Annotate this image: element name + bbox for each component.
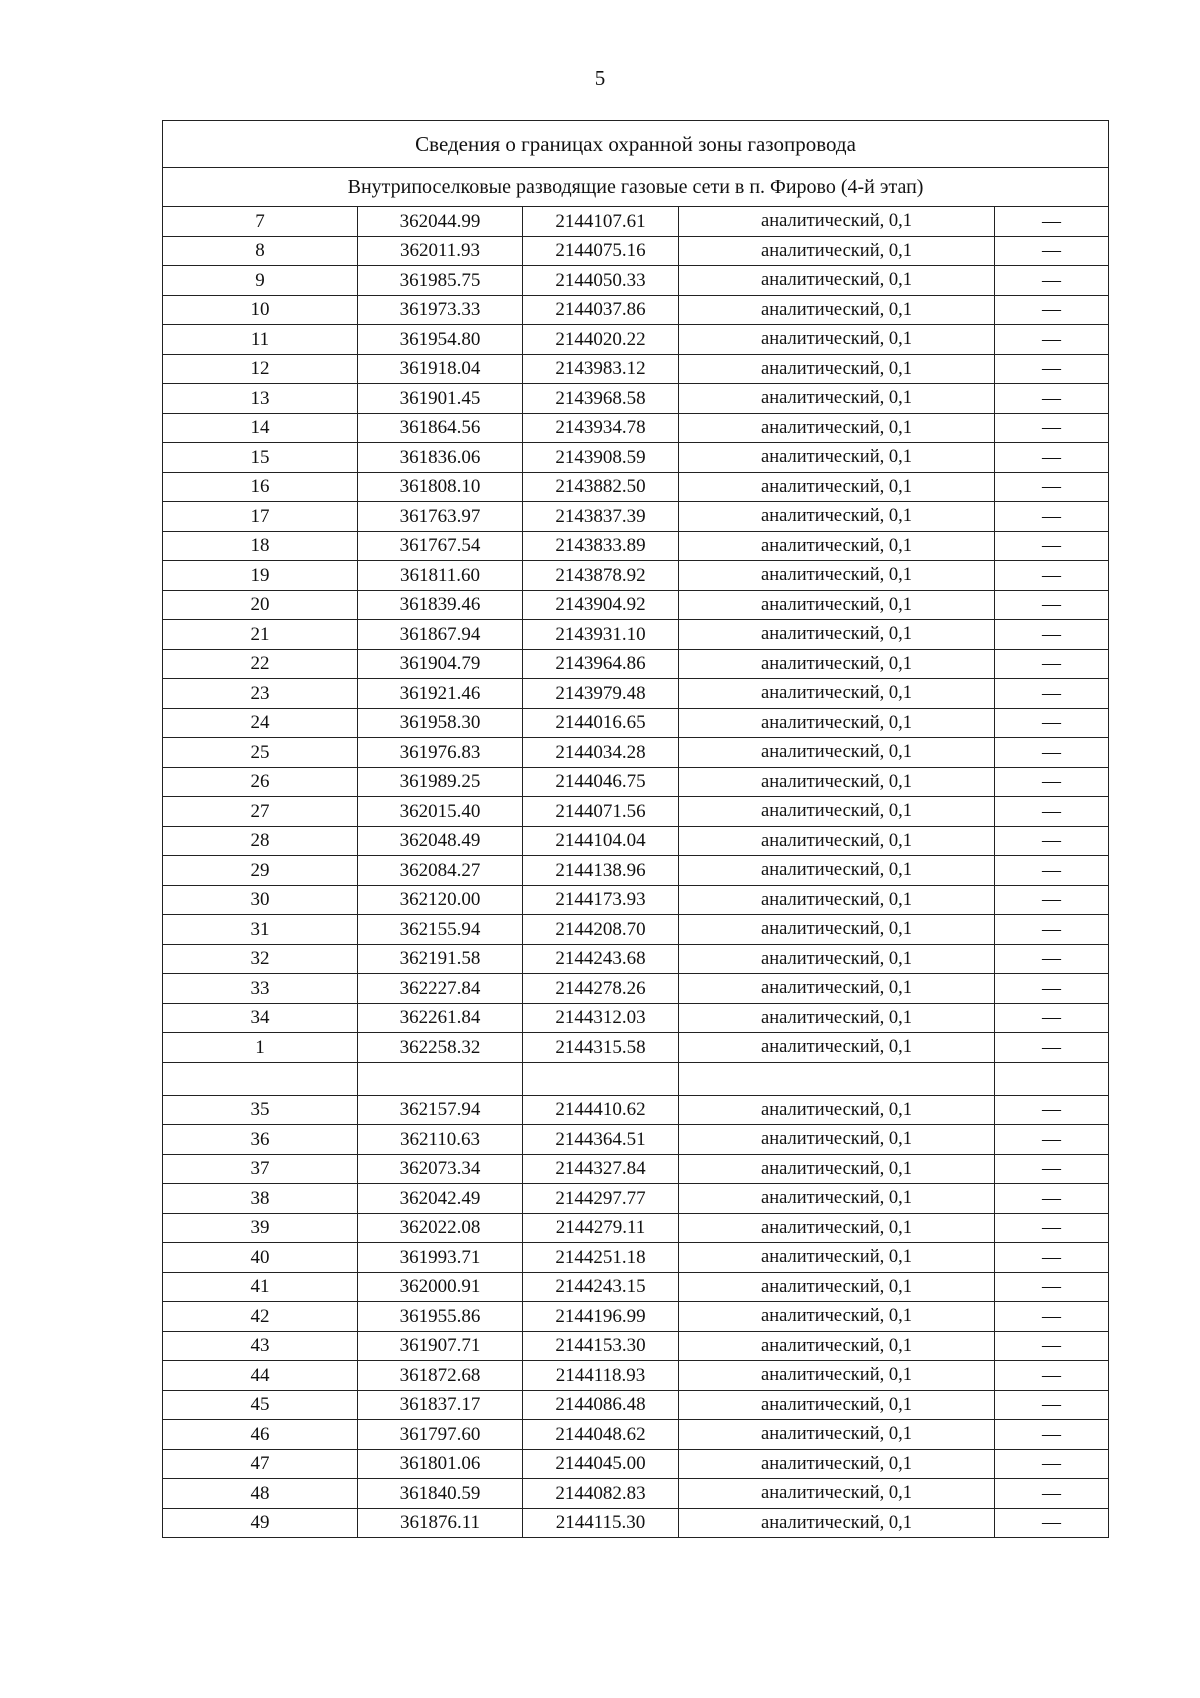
point-number-cell: 42 [163, 1302, 358, 1332]
description-cell: — [995, 649, 1109, 679]
table-row [163, 502, 1109, 532]
point-number-cell: 45 [163, 1390, 358, 1420]
table-separator-row [163, 1062, 1109, 1095]
table-row [163, 1095, 1109, 1125]
description-cell: — [995, 974, 1109, 1004]
y-coordinate-cell: 2144071.56 [523, 797, 679, 827]
x-coordinate-cell: 361901.45 [358, 384, 523, 414]
table-row [163, 531, 1109, 561]
method-accuracy-cell: аналитический, 0,1 [679, 266, 995, 296]
y-coordinate-cell: 2143908.59 [523, 443, 679, 473]
description-cell: — [995, 207, 1109, 237]
y-coordinate-cell: 2143983.12 [523, 354, 679, 384]
empty-cell [995, 1062, 1109, 1095]
x-coordinate-cell: 361763.97 [358, 502, 523, 532]
x-coordinate-cell: 362044.99 [358, 207, 523, 237]
table-row [163, 295, 1109, 325]
table-row [163, 325, 1109, 355]
method-accuracy-cell: аналитический, 0,1 [679, 295, 995, 325]
table-subtitle-row [163, 168, 1109, 207]
empty-cell [163, 1062, 358, 1095]
x-coordinate-cell: 361958.30 [358, 708, 523, 738]
description-cell: — [995, 472, 1109, 502]
table-row [163, 590, 1109, 620]
method-accuracy-cell: аналитический, 0,1 [679, 590, 995, 620]
y-coordinate-cell: 2143968.58 [523, 384, 679, 414]
description-cell: — [995, 1095, 1109, 1125]
x-coordinate-cell: 362000.91 [358, 1272, 523, 1302]
point-number-cell: 22 [163, 649, 358, 679]
method-accuracy-cell: аналитический, 0,1 [679, 767, 995, 797]
description-cell: — [995, 413, 1109, 443]
method-accuracy-cell: аналитический, 0,1 [679, 1184, 995, 1214]
point-number-cell: 41 [163, 1272, 358, 1302]
method-accuracy-cell: аналитический, 0,1 [679, 885, 995, 915]
table-row [163, 738, 1109, 768]
description-cell: — [995, 915, 1109, 945]
point-number-cell: 9 [163, 266, 358, 296]
description-cell: — [995, 384, 1109, 414]
y-coordinate-cell: 2144075.16 [523, 236, 679, 266]
method-accuracy-cell: аналитический, 0,1 [679, 708, 995, 738]
table-row [163, 266, 1109, 296]
x-coordinate-cell: 361918.04 [358, 354, 523, 384]
y-coordinate-cell: 2143878.92 [523, 561, 679, 591]
table-row [163, 1390, 1109, 1420]
description-cell: — [995, 1033, 1109, 1063]
x-coordinate-cell: 362157.94 [358, 1095, 523, 1125]
page-number: 5 [594, 66, 606, 90]
y-coordinate-cell: 2143837.39 [523, 502, 679, 532]
x-coordinate-cell: 362261.84 [358, 1003, 523, 1033]
y-coordinate-cell: 2144104.04 [523, 826, 679, 856]
method-accuracy-cell: аналитический, 0,1 [679, 561, 995, 591]
empty-cell [358, 1062, 523, 1095]
point-number-cell: 18 [163, 531, 358, 561]
y-coordinate-cell: 2144086.48 [523, 1390, 679, 1420]
table-row [163, 472, 1109, 502]
description-cell: — [995, 1449, 1109, 1479]
point-number-cell: 7 [163, 207, 358, 237]
table-row [163, 1184, 1109, 1214]
table-row [163, 915, 1109, 945]
description-cell: — [995, 679, 1109, 709]
point-number-cell: 29 [163, 856, 358, 886]
point-number-cell: 46 [163, 1420, 358, 1450]
method-accuracy-cell: аналитический, 0,1 [679, 472, 995, 502]
table-row [163, 1243, 1109, 1273]
point-number-cell: 34 [163, 1003, 358, 1033]
x-coordinate-cell: 361837.17 [358, 1390, 523, 1420]
y-coordinate-cell: 2144173.93 [523, 885, 679, 915]
method-accuracy-cell: аналитический, 0,1 [679, 620, 995, 650]
y-coordinate-cell: 2144050.33 [523, 266, 679, 296]
x-coordinate-cell: 361989.25 [358, 767, 523, 797]
method-accuracy-cell: аналитический, 0,1 [679, 738, 995, 768]
y-coordinate-cell: 2144020.22 [523, 325, 679, 355]
point-number-cell: 28 [163, 826, 358, 856]
description-cell: — [995, 1184, 1109, 1214]
point-number-cell: 32 [163, 944, 358, 974]
point-number-cell: 27 [163, 797, 358, 827]
point-number-cell: 19 [163, 561, 358, 591]
table-row [163, 649, 1109, 679]
y-coordinate-cell: 2144278.26 [523, 974, 679, 1004]
y-coordinate-cell: 2144016.65 [523, 708, 679, 738]
method-accuracy-cell: аналитический, 0,1 [679, 1003, 995, 1033]
method-accuracy-cell: аналитический, 0,1 [679, 1331, 995, 1361]
method-accuracy-cell: аналитический, 0,1 [679, 944, 995, 974]
description-cell: — [995, 1243, 1109, 1273]
method-accuracy-cell: аналитический, 0,1 [679, 1302, 995, 1332]
description-cell: — [995, 1302, 1109, 1332]
description-cell: — [995, 1390, 1109, 1420]
method-accuracy-cell: аналитический, 0,1 [679, 1213, 995, 1243]
table-row [163, 944, 1109, 974]
x-coordinate-cell: 361993.71 [358, 1243, 523, 1273]
method-accuracy-cell: аналитический, 0,1 [679, 1033, 995, 1063]
y-coordinate-cell: 2143931.10 [523, 620, 679, 650]
y-coordinate-cell: 2143904.92 [523, 590, 679, 620]
description-cell: — [995, 502, 1109, 532]
x-coordinate-cell: 361985.75 [358, 266, 523, 296]
table-title-row [163, 121, 1109, 168]
y-coordinate-cell: 2144410.62 [523, 1095, 679, 1125]
description-cell: — [995, 708, 1109, 738]
y-coordinate-cell: 2144208.70 [523, 915, 679, 945]
x-coordinate-cell: 361921.46 [358, 679, 523, 709]
description-cell: — [995, 561, 1109, 591]
method-accuracy-cell: аналитический, 0,1 [679, 384, 995, 414]
table-row [163, 885, 1109, 915]
method-accuracy-cell: аналитический, 0,1 [679, 1479, 995, 1509]
point-number-cell: 43 [163, 1331, 358, 1361]
table-row [163, 1154, 1109, 1184]
table-row [163, 708, 1109, 738]
x-coordinate-cell: 362227.84 [358, 974, 523, 1004]
point-number-cell: 49 [163, 1508, 358, 1538]
y-coordinate-cell: 2144315.58 [523, 1033, 679, 1063]
y-coordinate-cell: 2144048.62 [523, 1420, 679, 1450]
table-row [163, 1213, 1109, 1243]
method-accuracy-cell: аналитический, 0,1 [679, 1125, 995, 1155]
table-row [163, 236, 1109, 266]
y-coordinate-cell: 2143882.50 [523, 472, 679, 502]
y-coordinate-cell: 2144045.00 [523, 1449, 679, 1479]
x-coordinate-cell: 361840.59 [358, 1479, 523, 1509]
method-accuracy-cell: аналитический, 0,1 [679, 649, 995, 679]
point-number-cell: 35 [163, 1095, 358, 1125]
description-cell: — [995, 1508, 1109, 1538]
point-number-cell: 40 [163, 1243, 358, 1273]
point-number-cell: 21 [163, 620, 358, 650]
y-coordinate-cell: 2144279.11 [523, 1213, 679, 1243]
table-row [163, 1479, 1109, 1509]
y-coordinate-cell: 2144046.75 [523, 767, 679, 797]
method-accuracy-cell: аналитический, 0,1 [679, 1243, 995, 1273]
method-accuracy-cell: аналитический, 0,1 [679, 443, 995, 473]
description-cell: — [995, 1154, 1109, 1184]
x-coordinate-cell: 361955.86 [358, 1302, 523, 1332]
description-cell: — [995, 443, 1109, 473]
table-row [163, 1449, 1109, 1479]
x-coordinate-cell: 361801.06 [358, 1449, 523, 1479]
point-number-cell: 25 [163, 738, 358, 768]
method-accuracy-cell: аналитический, 0,1 [679, 1361, 995, 1391]
y-coordinate-cell: 2143934.78 [523, 413, 679, 443]
description-cell: — [995, 885, 1109, 915]
point-number-cell: 1 [163, 1033, 358, 1063]
y-coordinate-cell: 2144251.18 [523, 1243, 679, 1273]
point-number-cell: 39 [163, 1213, 358, 1243]
y-coordinate-cell: 2144082.83 [523, 1479, 679, 1509]
x-coordinate-cell: 362084.27 [358, 856, 523, 886]
method-accuracy-cell: аналитический, 0,1 [679, 502, 995, 532]
table-row [163, 767, 1109, 797]
method-accuracy-cell: аналитический, 0,1 [679, 354, 995, 384]
table-row [163, 974, 1109, 1004]
x-coordinate-cell: 361811.60 [358, 561, 523, 591]
table-row [163, 413, 1109, 443]
table-subtitle: Внутрипоселковые разводящие газовые сети в п. Фирово (4-й этап) [163, 168, 1109, 207]
method-accuracy-cell: аналитический, 0,1 [679, 236, 995, 266]
description-cell: — [995, 1331, 1109, 1361]
y-coordinate-cell: 2144118.93 [523, 1361, 679, 1391]
y-coordinate-cell: 2143833.89 [523, 531, 679, 561]
y-coordinate-cell: 2143979.48 [523, 679, 679, 709]
x-coordinate-cell: 362191.58 [358, 944, 523, 974]
description-cell: — [995, 325, 1109, 355]
point-number-cell: 33 [163, 974, 358, 1004]
x-coordinate-cell: 362015.40 [358, 797, 523, 827]
x-coordinate-cell: 361767.54 [358, 531, 523, 561]
x-coordinate-cell: 362042.49 [358, 1184, 523, 1214]
method-accuracy-cell: аналитический, 0,1 [679, 1420, 995, 1450]
description-cell: — [995, 620, 1109, 650]
method-accuracy-cell: аналитический, 0,1 [679, 797, 995, 827]
empty-cell [523, 1062, 679, 1095]
y-coordinate-cell: 2144153.30 [523, 1331, 679, 1361]
point-number-cell: 47 [163, 1449, 358, 1479]
table-row [163, 679, 1109, 709]
point-number-cell: 23 [163, 679, 358, 709]
x-coordinate-cell: 362073.34 [358, 1154, 523, 1184]
description-cell: — [995, 1003, 1109, 1033]
table-row [163, 561, 1109, 591]
method-accuracy-cell: аналитический, 0,1 [679, 856, 995, 886]
method-accuracy-cell: аналитический, 0,1 [679, 974, 995, 1004]
table-row [163, 620, 1109, 650]
y-coordinate-cell: 2144196.99 [523, 1302, 679, 1332]
point-number-cell: 30 [163, 885, 358, 915]
y-coordinate-cell: 2144297.77 [523, 1184, 679, 1214]
table-row [163, 384, 1109, 414]
y-coordinate-cell: 2144037.86 [523, 295, 679, 325]
point-number-cell: 48 [163, 1479, 358, 1509]
description-cell: — [995, 856, 1109, 886]
description-cell: — [995, 1420, 1109, 1450]
method-accuracy-cell: аналитический, 0,1 [679, 1390, 995, 1420]
table-row [163, 826, 1109, 856]
method-accuracy-cell: аналитический, 0,1 [679, 325, 995, 355]
y-coordinate-cell: 2144312.03 [523, 1003, 679, 1033]
method-accuracy-cell: аналитический, 0,1 [679, 1154, 995, 1184]
point-number-cell: 14 [163, 413, 358, 443]
x-coordinate-cell: 362120.00 [358, 885, 523, 915]
point-number-cell: 44 [163, 1361, 358, 1391]
point-number-cell: 24 [163, 708, 358, 738]
table-row [163, 443, 1109, 473]
description-cell: — [995, 944, 1109, 974]
table-row [163, 1361, 1109, 1391]
description-cell: — [995, 590, 1109, 620]
description-cell: — [995, 826, 1109, 856]
x-coordinate-cell: 361808.10 [358, 472, 523, 502]
method-accuracy-cell: аналитический, 0,1 [679, 826, 995, 856]
method-accuracy-cell: аналитический, 0,1 [679, 413, 995, 443]
description-cell: — [995, 738, 1109, 768]
point-number-cell: 12 [163, 354, 358, 384]
point-number-cell: 20 [163, 590, 358, 620]
point-number-cell: 8 [163, 236, 358, 266]
x-coordinate-cell: 361904.79 [358, 649, 523, 679]
method-accuracy-cell: аналитический, 0,1 [679, 679, 995, 709]
point-number-cell: 38 [163, 1184, 358, 1214]
description-cell: — [995, 1479, 1109, 1509]
y-coordinate-cell: 2144115.30 [523, 1508, 679, 1538]
y-coordinate-cell: 2144243.68 [523, 944, 679, 974]
y-coordinate-cell: 2144243.15 [523, 1272, 679, 1302]
x-coordinate-cell: 361864.56 [358, 413, 523, 443]
point-number-cell: 15 [163, 443, 358, 473]
description-cell: — [995, 1213, 1109, 1243]
x-coordinate-cell: 362022.08 [358, 1213, 523, 1243]
table-row [163, 856, 1109, 886]
point-number-cell: 31 [163, 915, 358, 945]
method-accuracy-cell: аналитический, 0,1 [679, 207, 995, 237]
description-cell: — [995, 236, 1109, 266]
method-accuracy-cell: аналитический, 0,1 [679, 1508, 995, 1538]
table-row [163, 1331, 1109, 1361]
table-row [163, 1003, 1109, 1033]
y-coordinate-cell: 2143964.86 [523, 649, 679, 679]
method-accuracy-cell: аналитический, 0,1 [679, 1095, 995, 1125]
y-coordinate-cell: 2144327.84 [523, 1154, 679, 1184]
description-cell: — [995, 354, 1109, 384]
table-title: Сведения о границах охранной зоны газопровода [163, 121, 1109, 168]
point-number-cell: 10 [163, 295, 358, 325]
point-number-cell: 17 [163, 502, 358, 532]
x-coordinate-cell: 362048.49 [358, 826, 523, 856]
description-cell: — [995, 531, 1109, 561]
empty-cell [679, 1062, 995, 1095]
point-number-cell: 11 [163, 325, 358, 355]
table-row [163, 1033, 1109, 1063]
x-coordinate-cell: 361954.80 [358, 325, 523, 355]
table-row [163, 1302, 1109, 1332]
method-accuracy-cell: аналитический, 0,1 [679, 915, 995, 945]
method-accuracy-cell: аналитический, 0,1 [679, 1449, 995, 1479]
x-coordinate-cell: 362155.94 [358, 915, 523, 945]
x-coordinate-cell: 361839.46 [358, 590, 523, 620]
x-coordinate-cell: 362011.93 [358, 236, 523, 266]
point-number-cell: 37 [163, 1154, 358, 1184]
y-coordinate-cell: 2144138.96 [523, 856, 679, 886]
description-cell: — [995, 295, 1109, 325]
point-number-cell: 16 [163, 472, 358, 502]
x-coordinate-cell: 361976.83 [358, 738, 523, 768]
y-coordinate-cell: 2144034.28 [523, 738, 679, 768]
y-coordinate-cell: 2144364.51 [523, 1125, 679, 1155]
method-accuracy-cell: аналитический, 0,1 [679, 531, 995, 561]
point-number-cell: 13 [163, 384, 358, 414]
method-accuracy-cell: аналитический, 0,1 [679, 1272, 995, 1302]
x-coordinate-cell: 361867.94 [358, 620, 523, 650]
x-coordinate-cell: 361876.11 [358, 1508, 523, 1538]
x-coordinate-cell: 361973.33 [358, 295, 523, 325]
table-row [163, 1272, 1109, 1302]
table-row [163, 1508, 1109, 1538]
x-coordinate-cell: 361797.60 [358, 1420, 523, 1450]
table-row [163, 1420, 1109, 1450]
x-coordinate-cell: 361907.71 [358, 1331, 523, 1361]
x-coordinate-cell: 361836.06 [358, 443, 523, 473]
x-coordinate-cell: 362110.63 [358, 1125, 523, 1155]
description-cell: — [995, 797, 1109, 827]
description-cell: — [995, 266, 1109, 296]
point-number-cell: 26 [163, 767, 358, 797]
x-coordinate-cell: 362258.32 [358, 1033, 523, 1063]
boundary-coordinates-table [162, 120, 1109, 1538]
table-row [163, 1125, 1109, 1155]
table-row [163, 207, 1109, 237]
table-row [163, 354, 1109, 384]
description-cell: — [995, 1272, 1109, 1302]
table-row [163, 797, 1109, 827]
y-coordinate-cell: 2144107.61 [523, 207, 679, 237]
point-number-cell: 36 [163, 1125, 358, 1155]
description-cell: — [995, 1125, 1109, 1155]
x-coordinate-cell: 361872.68 [358, 1361, 523, 1391]
description-cell: — [995, 767, 1109, 797]
description-cell: — [995, 1361, 1109, 1391]
